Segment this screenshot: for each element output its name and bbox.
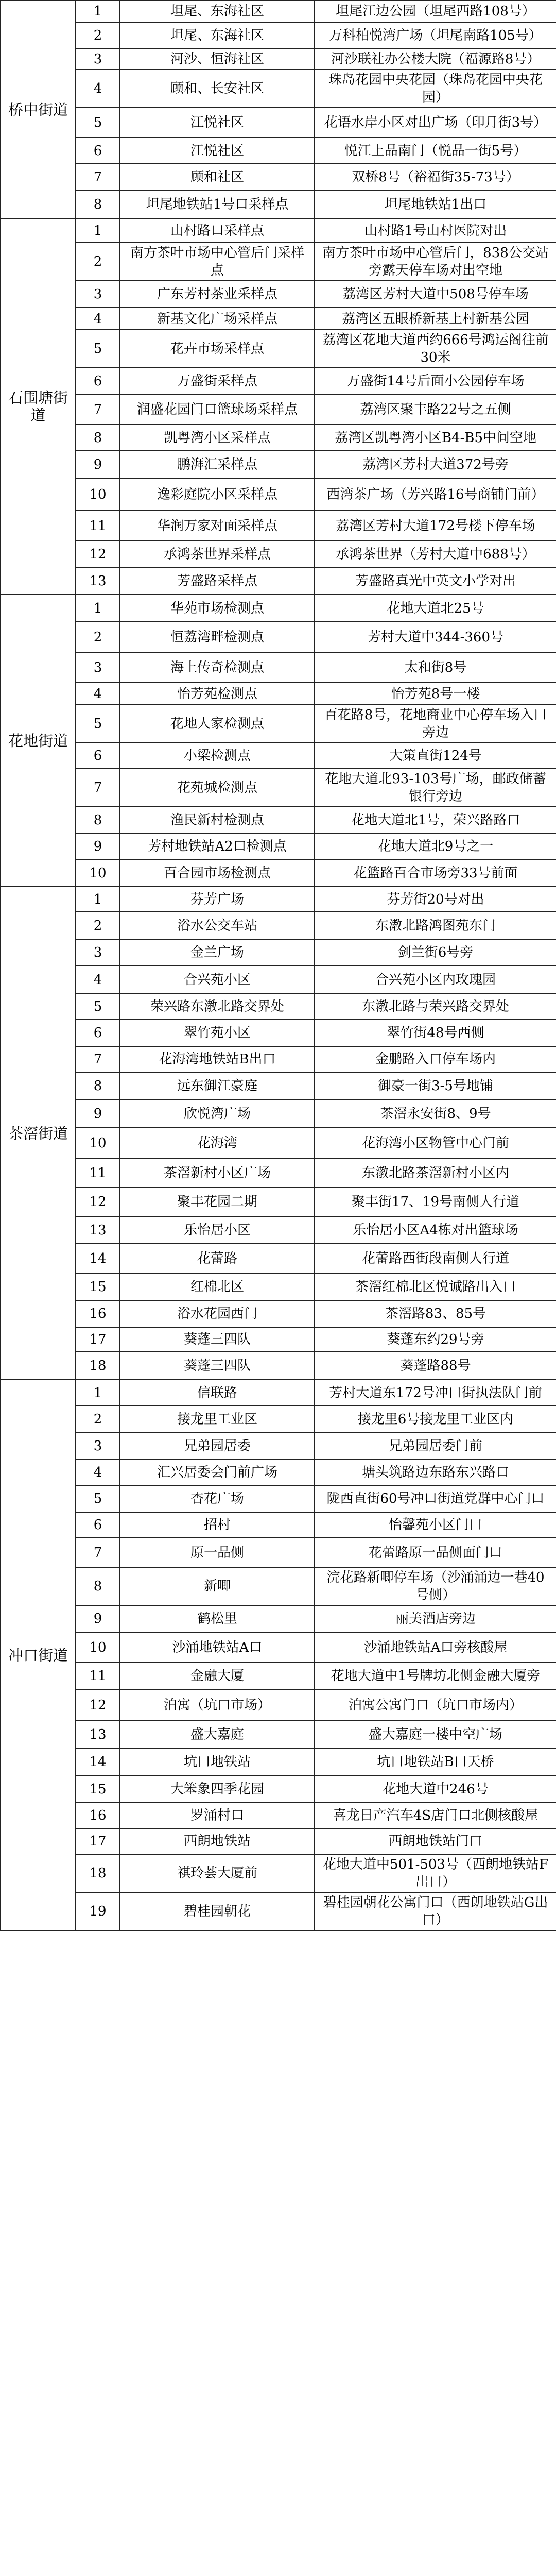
table-row	[1, 994, 556, 1020]
site-name-cell: 山村路口采样点	[120, 218, 315, 243]
row-number-cell: 15	[76, 1776, 120, 1803]
row-number-cell: 17	[76, 1828, 120, 1854]
row-number-cell: 6	[76, 743, 120, 769]
street-name-cell: 冲口街道	[1, 1380, 76, 1930]
row-number-cell: 18	[76, 1352, 120, 1380]
row-number-cell: 10	[76, 479, 120, 511]
site-address-cell: 太和街8号	[315, 652, 556, 683]
site-address-cell: 花蕾路原一品侧面门口	[315, 1538, 556, 1567]
site-name-cell: 广东芳村茶业采样点	[120, 281, 315, 308]
site-name-cell: 荣兴路东漖北路交界处	[120, 994, 315, 1020]
table-row	[1, 1352, 556, 1380]
site-name-cell: 信联路	[120, 1380, 315, 1406]
site-address-cell: 花地大道北9号之一	[315, 833, 556, 860]
table-row	[1, 1327, 556, 1352]
table-row	[1, 1046, 556, 1072]
site-address-cell: 荔湾区凯粤湾小区B4-B5中间空地	[315, 425, 556, 451]
table-row	[1, 1072, 556, 1100]
site-address-cell: 沙涌地铁站A口旁核酸屋	[315, 1632, 556, 1663]
site-address-cell: 芳村大道中344-360号	[315, 622, 556, 652]
site-address-cell: 珠岛花园中央花园（珠岛花园中央花园）	[315, 70, 556, 108]
site-name-cell: 江悦社区	[120, 108, 315, 138]
site-name-cell: 红棉北区	[120, 1274, 315, 1300]
row-number-cell: 15	[76, 1274, 120, 1300]
row-number-cell: 2	[76, 1406, 120, 1432]
row-number-cell: 9	[76, 1100, 120, 1128]
site-address-cell: 花地大道北1号，荣兴路路口	[315, 807, 556, 833]
row-number-cell: 5	[76, 330, 120, 368]
table-row	[1, 1300, 556, 1327]
site-address-cell: 花地大道北93-103号广场，邮政储蓄银行旁边	[315, 769, 556, 807]
row-number-cell: 3	[76, 652, 120, 683]
site-address-cell: 茶滘红棉北区悦诚路出入口	[315, 1274, 556, 1300]
table-row	[1, 368, 556, 395]
row-number-cell: 8	[76, 807, 120, 833]
table-row	[1, 1485, 556, 1512]
table-row	[1, 860, 556, 887]
table-row	[1, 568, 556, 595]
table-row	[1, 1892, 556, 1930]
site-name-cell: 翠竹苑小区	[120, 1020, 315, 1046]
site-address-cell: 承鸿茶世界（芳村大道中688号）	[315, 541, 556, 568]
row-number-cell: 10	[76, 1128, 120, 1159]
site-name-cell: 小梁检测点	[120, 743, 315, 769]
row-number-cell: 13	[76, 568, 120, 595]
table-row	[1, 281, 556, 308]
site-address-cell: 浣花路新唧停车场（沙涌涌边一巷40号侧）	[315, 1567, 556, 1605]
row-number-cell: 5	[76, 1485, 120, 1512]
table-row	[1, 1632, 556, 1663]
site-address-cell: 葵蓬东约29号旁	[315, 1327, 556, 1352]
site-name-cell: 花海湾	[120, 1128, 315, 1159]
site-address-cell: 泊寓公寓门口（坑口市场内）	[315, 1689, 556, 1721]
site-name-cell: 润盛花园门口篮球场采样点	[120, 395, 315, 425]
site-address-cell: 花地大道中501-503号（西朗地铁站F出口）	[315, 1854, 556, 1892]
row-number-cell: 4	[76, 70, 120, 108]
site-name-cell: 浴水花园西门	[120, 1300, 315, 1327]
table-row	[1, 1721, 556, 1748]
site-address-cell: 山村路1号山村医院对出	[315, 218, 556, 243]
site-address-cell: 陇西直街60号冲口街道党群中心门口	[315, 1485, 556, 1512]
table-row	[1, 833, 556, 860]
site-address-cell: 荔湾区芳村大道172号楼下停车场	[315, 511, 556, 541]
row-number-cell: 1	[76, 218, 120, 243]
site-address-cell: 剑兰街6号旁	[315, 939, 556, 965]
site-name-cell: 茶滘新村小区广场	[120, 1159, 315, 1187]
site-address-cell: 坦尾江边公园（坦尾西路108号）	[315, 1, 556, 22]
site-name-cell: 顾和社区	[120, 164, 315, 190]
table-row	[1, 190, 556, 218]
table-row	[1, 1274, 556, 1300]
table-row	[1, 479, 556, 511]
row-number-cell: 18	[76, 1854, 120, 1892]
site-name-cell: 鹤松里	[120, 1605, 315, 1632]
row-number-cell: 7	[76, 769, 120, 807]
site-name-cell: 坑口地铁站	[120, 1748, 315, 1776]
table-row	[1, 1432, 556, 1460]
site-address-cell: 兄弟园居委门前	[315, 1432, 556, 1460]
row-number-cell: 9	[76, 833, 120, 860]
site-address-cell: 坦尾地铁站1出口	[315, 190, 556, 218]
site-address-cell: 翠竹街48号西侧	[315, 1020, 556, 1046]
row-number-cell: 3	[76, 48, 120, 70]
row-number-cell: 7	[76, 164, 120, 190]
table-row	[1, 705, 556, 743]
row-number-cell: 13	[76, 1721, 120, 1748]
table-row	[1, 1460, 556, 1485]
site-address-cell: 碧桂园朝花公寓门口（西朗地铁站G出口）	[315, 1892, 556, 1930]
row-number-cell: 17	[76, 1327, 120, 1352]
table-row	[1, 1187, 556, 1217]
site-address-cell: 悦江上品南门（悦品一街5号）	[315, 138, 556, 164]
site-name-cell: 汇兴居委会门前广场	[120, 1460, 315, 1485]
site-address-cell: 西朗地铁站门口	[315, 1828, 556, 1854]
site-name-cell: 欣悦湾广场	[120, 1100, 315, 1128]
site-name-cell: 逸彩庭院小区采样点	[120, 479, 315, 511]
table-row	[1, 1128, 556, 1159]
site-address-cell: 接龙里6号接龙里工业区内	[315, 1406, 556, 1432]
site-address-cell: 坑口地铁站B口天桥	[315, 1748, 556, 1776]
site-address-cell: 芳村大道东172号冲口街执法队门前	[315, 1380, 556, 1406]
site-name-cell: 华润万家对面采样点	[120, 511, 315, 541]
site-address-cell: 双桥8号（裕福街35-73号）	[315, 164, 556, 190]
row-number-cell: 2	[76, 622, 120, 652]
row-number-cell: 2	[76, 22, 120, 48]
table-row	[1, 138, 556, 164]
table-row	[1, 1776, 556, 1803]
table-row	[1, 1828, 556, 1854]
site-name-cell: 花卉市场采样点	[120, 330, 315, 368]
table-row	[1, 1748, 556, 1776]
site-name-cell: 坦尾地铁站1号口采样点	[120, 190, 315, 218]
table-row	[1, 1689, 556, 1721]
table-row	[1, 511, 556, 541]
site-address-cell: 芬芳街20号对出	[315, 887, 556, 912]
site-address-cell: 花地大道中246号	[315, 1776, 556, 1803]
table-row	[1, 1244, 556, 1274]
table-row	[1, 1512, 556, 1538]
site-address-cell: 怡芳苑8号一楼	[315, 683, 556, 705]
site-address-cell: 西湾茶广场（芳兴路16号商铺门前）	[315, 479, 556, 511]
table-row	[1, 395, 556, 425]
table-row	[1, 1100, 556, 1128]
table-row	[1, 912, 556, 939]
site-name-cell: 大笨象四季花园	[120, 1776, 315, 1803]
table-row	[1, 48, 556, 70]
row-number-cell: 19	[76, 1892, 120, 1930]
site-name-cell: 坦尾、东海社区	[120, 22, 315, 48]
table-row	[1, 164, 556, 190]
row-number-cell: 1	[76, 595, 120, 622]
row-number-cell: 6	[76, 1512, 120, 1538]
site-name-cell: 芳村地铁站A2口检测点	[120, 833, 315, 860]
site-address-cell: 花语水岸小区对出广场（印月街3号）	[315, 108, 556, 138]
row-number-cell: 8	[76, 190, 120, 218]
site-address-cell: 万科柏悦湾广场（坦尾南路105号）	[315, 22, 556, 48]
site-name-cell: 罗涌村口	[120, 1803, 315, 1828]
site-name-cell: 金融大厦	[120, 1663, 315, 1689]
site-address-cell: 百花路8号，花地商业中心停车场入口旁边	[315, 705, 556, 743]
site-name-cell: 海上传奇检测点	[120, 652, 315, 683]
row-number-cell: 8	[76, 425, 120, 451]
site-name-cell: 接龙里工业区	[120, 1406, 315, 1432]
site-address-cell: 花地大道北25号	[315, 595, 556, 622]
row-number-cell: 8	[76, 1072, 120, 1100]
site-name-cell: 百合园市场检测点	[120, 860, 315, 887]
street-name-cell: 茶滘街道	[1, 887, 76, 1380]
site-address-cell: 葵蓬路88号	[315, 1352, 556, 1380]
row-number-cell: 3	[76, 1432, 120, 1460]
row-number-cell: 9	[76, 1605, 120, 1632]
table-row	[1, 622, 556, 652]
site-name-cell: 葵蓬三四队	[120, 1327, 315, 1352]
site-name-cell: 盛大嘉庭	[120, 1721, 315, 1748]
row-number-cell: 5	[76, 994, 120, 1020]
site-name-cell: 杏花广场	[120, 1485, 315, 1512]
table-row	[1, 1663, 556, 1689]
site-address-cell: 丽美酒店旁边	[315, 1605, 556, 1632]
site-name-cell: 浴水公交车站	[120, 912, 315, 939]
row-number-cell: 1	[76, 887, 120, 912]
site-address-cell: 花蕾路西街段南侧人行道	[315, 1244, 556, 1274]
site-name-cell: 怡芳苑检测点	[120, 683, 315, 705]
table-row	[1, 1567, 556, 1605]
site-name-cell: 花海湾地铁站B出口	[120, 1046, 315, 1072]
site-address-cell: 万盛街14号后面小公园停车场	[315, 368, 556, 395]
site-name-cell: 承鸿茶世界采样点	[120, 541, 315, 568]
site-address-cell: 花海湾小区物管中心门前	[315, 1128, 556, 1159]
row-number-cell: 6	[76, 138, 120, 164]
row-number-cell: 12	[76, 1689, 120, 1721]
site-address-cell: 南方茶叶市场中心管后门，838公交站旁露天停车场对出空地	[315, 243, 556, 281]
table-row	[1, 965, 556, 994]
row-number-cell: 6	[76, 368, 120, 395]
site-name-cell: 西朗地铁站	[120, 1828, 315, 1854]
site-name-cell: 新基文化广场采样点	[120, 308, 315, 330]
site-name-cell: 顾和、长安社区	[120, 70, 315, 108]
table-row	[1, 308, 556, 330]
site-name-cell: 招村	[120, 1512, 315, 1538]
table-row	[1, 541, 556, 568]
row-number-cell: 12	[76, 1187, 120, 1217]
table-row	[1, 887, 556, 912]
row-number-cell: 7	[76, 1046, 120, 1072]
row-number-cell: 4	[76, 965, 120, 994]
site-address-cell: 怡馨苑小区门口	[315, 1512, 556, 1538]
site-name-cell: 沙涌地铁站A口	[120, 1632, 315, 1663]
site-name-cell: 兄弟园居委	[120, 1432, 315, 1460]
table-row	[1, 1538, 556, 1567]
site-name-cell: 葵蓬三四队	[120, 1352, 315, 1380]
site-name-cell: 金兰广场	[120, 939, 315, 965]
street-name-cell: 桥中街道	[1, 1, 76, 218]
site-name-cell: 远东御江豪庭	[120, 1072, 315, 1100]
site-name-cell: 碧桂园朝花	[120, 1892, 315, 1930]
row-number-cell: 7	[76, 395, 120, 425]
site-address-cell: 合兴苑小区内玫瑰园	[315, 965, 556, 994]
site-address-cell: 塘头筑路边东路东兴路口	[315, 1460, 556, 1485]
site-address-cell: 大策直街124号	[315, 743, 556, 769]
row-number-cell: 11	[76, 511, 120, 541]
row-number-cell: 6	[76, 1020, 120, 1046]
street-name-cell: 石围塘街道	[1, 218, 76, 595]
row-number-cell: 13	[76, 1217, 120, 1244]
site-name-cell: 花苑城检测点	[120, 769, 315, 807]
site-name-cell: 花地人家检测点	[120, 705, 315, 743]
table-row	[1, 451, 556, 479]
site-address-cell: 茶滘路83、85号	[315, 1300, 556, 1327]
site-name-cell: 万盛街采样点	[120, 368, 315, 395]
site-address-cell: 聚丰街17、19号南侧人行道	[315, 1187, 556, 1217]
site-address-cell: 东漖北路与荣兴路交界处	[315, 994, 556, 1020]
site-name-cell: 南方茶叶市场中心管后门采样点	[120, 243, 315, 281]
table-row	[1, 108, 556, 138]
site-name-cell: 凯粤湾小区采样点	[120, 425, 315, 451]
table-row	[1, 1854, 556, 1892]
row-number-cell: 5	[76, 705, 120, 743]
site-name-cell: 芬芳广场	[120, 887, 315, 912]
table-row	[1, 683, 556, 705]
table-row	[1, 743, 556, 769]
row-number-cell: 14	[76, 1748, 120, 1776]
row-number-cell: 3	[76, 939, 120, 965]
site-name-cell: 河沙、恒海社区	[120, 48, 315, 70]
row-number-cell: 4	[76, 683, 120, 705]
site-name-cell: 华苑市场检测点	[120, 595, 315, 622]
table-row	[1, 595, 556, 622]
row-number-cell: 11	[76, 1663, 120, 1689]
row-number-cell: 2	[76, 243, 120, 281]
table-row	[1, 1217, 556, 1244]
site-name-cell: 乐怡居小区	[120, 1217, 315, 1244]
row-number-cell: 1	[76, 1, 120, 22]
street-name-cell: 花地街道	[1, 595, 76, 887]
site-address-cell: 荔湾区聚丰路22号之五侧	[315, 395, 556, 425]
table-row	[1, 939, 556, 965]
row-number-cell: 11	[76, 1159, 120, 1187]
site-name-cell: 新唧	[120, 1567, 315, 1605]
site-name-cell: 合兴苑小区	[120, 965, 315, 994]
site-address-cell: 河沙联社办公楼大院（福源路8号）	[315, 48, 556, 70]
site-name-cell: 江悦社区	[120, 138, 315, 164]
site-address-cell: 荔湾区花地大道西约666号鸿运阁往前30米	[315, 330, 556, 368]
table-row	[1, 1380, 556, 1406]
site-address-cell: 荔湾区芳村大道中508号停车场	[315, 281, 556, 308]
site-name-cell: 花蕾路	[120, 1244, 315, 1274]
table-row	[1, 769, 556, 807]
table-row	[1, 218, 556, 243]
site-address-cell: 御豪一街3-5号地铺	[315, 1072, 556, 1100]
table-row	[1, 1159, 556, 1187]
row-number-cell: 3	[76, 281, 120, 308]
site-name-cell: 芳盛路采样点	[120, 568, 315, 595]
row-number-cell: 8	[76, 1567, 120, 1605]
table-row	[1, 330, 556, 368]
site-name-cell: 渔民新村检测点	[120, 807, 315, 833]
row-number-cell: 7	[76, 1538, 120, 1567]
site-address-cell: 荔湾区芳村大道372号旁	[315, 451, 556, 479]
table-row	[1, 807, 556, 833]
site-address-cell: 金鹏路入口停车场内	[315, 1046, 556, 1072]
row-number-cell: 2	[76, 912, 120, 939]
table-row	[1, 1020, 556, 1046]
site-address-cell: 喜龙日产汽车4S店门口北侧核酸屋	[315, 1803, 556, 1828]
site-name-cell: 原一品侧	[120, 1538, 315, 1567]
site-address-cell: 盛大嘉庭一楼中空广场	[315, 1721, 556, 1748]
row-number-cell: 1	[76, 1380, 120, 1406]
site-name-cell: 祺玲荟大厦前	[120, 1854, 315, 1892]
table-row	[1, 652, 556, 683]
site-name-cell: 泊寓（坑口市场）	[120, 1689, 315, 1721]
table-row	[1, 22, 556, 48]
row-number-cell: 4	[76, 308, 120, 330]
table-row	[1, 1, 556, 22]
row-number-cell: 16	[76, 1803, 120, 1828]
row-number-cell: 5	[76, 108, 120, 138]
site-address-cell: 花地大道中1号牌坊北侧金融大厦旁	[315, 1663, 556, 1689]
table-row	[1, 1803, 556, 1828]
site-name-cell: 聚丰花园二期	[120, 1187, 315, 1217]
site-address-cell: 芳盛路真光中英文小学对出	[315, 568, 556, 595]
row-number-cell: 10	[76, 860, 120, 887]
site-address-cell: 东漖北路鸿图苑东门	[315, 912, 556, 939]
row-number-cell: 16	[76, 1300, 120, 1327]
row-number-cell: 12	[76, 541, 120, 568]
table-row	[1, 70, 556, 108]
site-address-cell: 乐怡居小区A4栋对出篮球场	[315, 1217, 556, 1244]
site-name-cell: 坦尾、东海社区	[120, 1, 315, 22]
row-number-cell: 9	[76, 451, 120, 479]
row-number-cell: 10	[76, 1632, 120, 1663]
table-row	[1, 1406, 556, 1432]
site-address-cell: 茶滘永安街8、9号	[315, 1100, 556, 1128]
table-row	[1, 1605, 556, 1632]
row-number-cell: 14	[76, 1244, 120, 1274]
site-address-cell: 荔湾区五眼桥新基上村新基公园	[315, 308, 556, 330]
table-row	[1, 243, 556, 281]
site-address-cell: 花篮路百合市场旁33号前面	[315, 860, 556, 887]
row-number-cell: 4	[76, 1460, 120, 1485]
table-row	[1, 425, 556, 451]
site-name-cell: 鹏湃汇采样点	[120, 451, 315, 479]
site-address-cell: 东漖北路茶滘新村小区内	[315, 1159, 556, 1187]
site-name-cell: 恒荔湾畔检测点	[120, 622, 315, 652]
